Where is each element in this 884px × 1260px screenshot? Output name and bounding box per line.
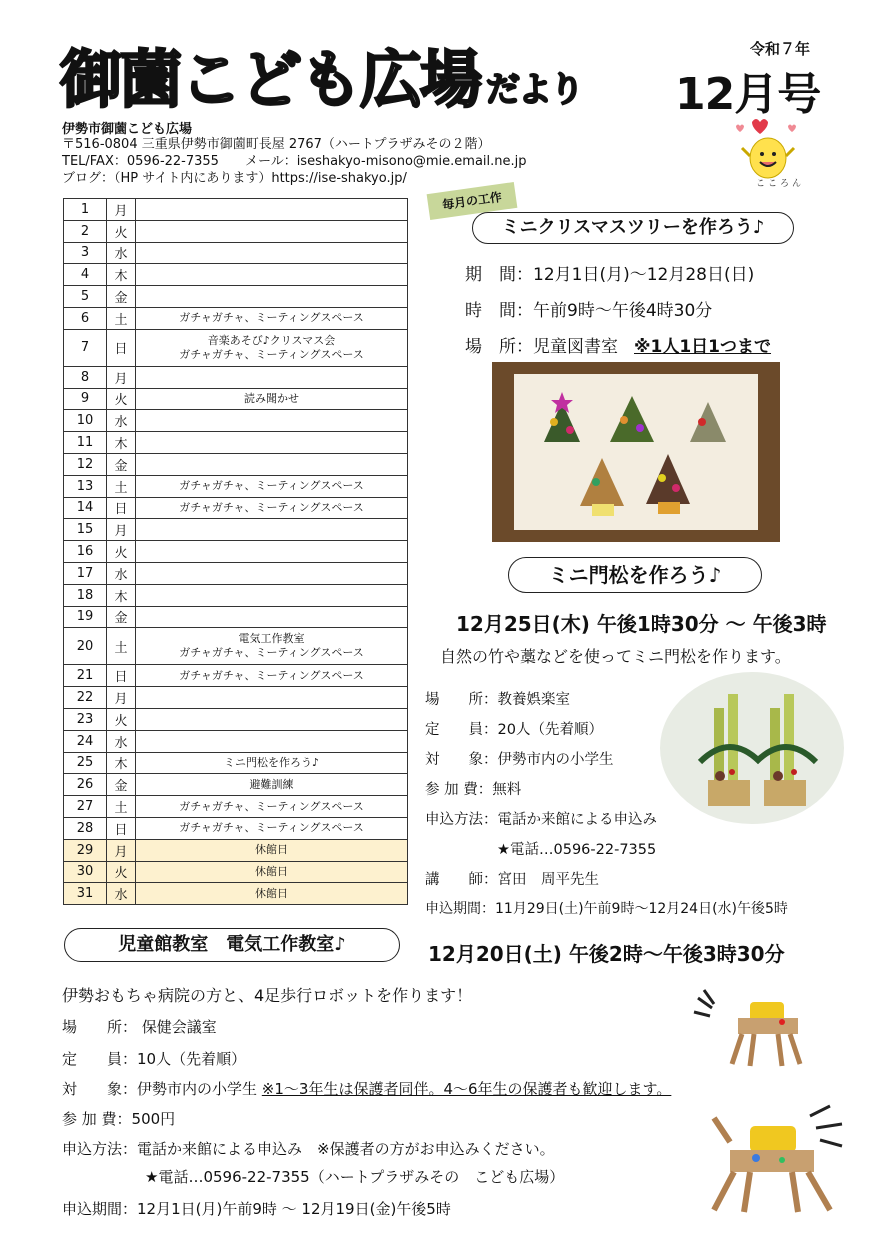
calendar-weekday: 土	[107, 796, 136, 818]
calendar-day: 26	[64, 774, 107, 796]
calendar-row	[64, 329, 408, 366]
calendar-event: 読み聞かせ	[136, 388, 408, 410]
calendar-event	[136, 453, 408, 475]
xmas-place: 場 所：児童図書室	[465, 337, 618, 357]
calendar-weekday: 水	[107, 562, 136, 584]
calendar-event	[136, 628, 408, 665]
calendar-weekday: 木	[107, 432, 136, 454]
calendar-day: 14	[64, 497, 107, 519]
electric-phone: ★電話…0596-22-7355（ハートプラザみその こども広場）	[145, 1168, 565, 1186]
calendar-weekday: 金	[107, 606, 136, 628]
electric-fee: 参 加 費：500円	[62, 1110, 176, 1128]
xmas-tree-photo	[492, 362, 780, 542]
calendar-day: 12	[64, 453, 107, 475]
calendar-day: 4	[64, 264, 107, 286]
kadomatsu-title: ミニ門松を作ろう♪	[508, 557, 762, 593]
calendar-weekday: 火	[107, 861, 136, 883]
calendar-event: 休館日	[136, 839, 408, 861]
electric-place: 場 所： 保健会議室	[62, 1018, 217, 1036]
calendar-row	[64, 796, 408, 818]
calendar-event	[136, 432, 408, 454]
xmas-time: 時 間：午前9時～午後4時30分	[465, 301, 713, 321]
calendar-day: 6	[64, 307, 107, 329]
calendar-event-text: 音楽あそび♪クリスマス会	[207, 333, 336, 347]
kadomatsu-place: 場 所：教養娯楽室	[425, 692, 570, 708]
calendar-weekday: 金	[107, 286, 136, 308]
era-label: 令和７年	[750, 40, 811, 58]
calendar-day: 18	[64, 584, 107, 606]
calendar-row	[64, 199, 408, 221]
calendar-event	[136, 264, 408, 286]
calendar-row	[64, 519, 408, 541]
calendar-day: 17	[64, 562, 107, 584]
calendar-day: 9	[64, 388, 107, 410]
mascot-image	[722, 112, 814, 184]
robot-photo-2	[690, 1102, 854, 1218]
calendar-event	[136, 687, 408, 709]
calendar-day: 7	[64, 329, 107, 366]
calendar-event: ガチャガチャ、ミーティングスペース	[136, 497, 408, 519]
calendar-day: 25	[64, 752, 107, 774]
calendar-day: 30	[64, 861, 107, 883]
calendar-row	[64, 687, 408, 709]
calendar-row	[64, 366, 408, 388]
electric-capacity: 定 員：10人（先着順）	[62, 1050, 247, 1068]
mascot-label: こころん	[756, 179, 805, 189]
calendar-event: 休館日	[136, 861, 408, 883]
kadomatsu-phone: ★電話…0596-22-7355	[497, 842, 657, 858]
tel-line: TEL/FAX：0596-22-7355 メール：iseshakyo-misono@mie.email.ne.jp	[62, 154, 527, 169]
electric-apply: 申込方法：電話か来館による申込み ※保護者の方がお申込みください。	[62, 1140, 555, 1158]
electric-date: 12月20日(土) 午後2時～午後3時30分	[428, 942, 785, 966]
calendar-weekday: 火	[107, 220, 136, 242]
calendar-day: 29	[64, 839, 107, 861]
calendar-weekday: 日	[107, 497, 136, 519]
calendar-row	[64, 307, 408, 329]
calendar-weekday: 土	[107, 628, 136, 665]
calendar-weekday: 月	[107, 687, 136, 709]
calendar-event	[136, 519, 408, 541]
event-calendar	[63, 198, 408, 905]
calendar-day: 8	[64, 366, 107, 388]
calendar-row	[64, 730, 408, 752]
calendar-day: 16	[64, 541, 107, 563]
calendar-event: ガチャガチャ、ミーティングスペース	[136, 665, 408, 687]
calendar-day: 5	[64, 286, 107, 308]
calendar-event: ガチャガチャ、ミーティングスペース	[136, 475, 408, 497]
calendar-day: 13	[64, 475, 107, 497]
calendar-weekday: 水	[107, 883, 136, 905]
calendar-day: 15	[64, 519, 107, 541]
calendar-day: 21	[64, 665, 107, 687]
calendar-day: 20	[64, 628, 107, 665]
calendar-weekday: 土	[107, 475, 136, 497]
calendar-weekday: 水	[107, 242, 136, 264]
monthly-craft-tag: 毎月の工作	[427, 182, 518, 220]
electric-period: 申込期間：12月1日(月)午前9時 ～ 12月19日(金)午後5時	[62, 1200, 451, 1218]
calendar-row	[64, 475, 408, 497]
calendar-row	[64, 752, 408, 774]
calendar-row	[64, 286, 408, 308]
calendar-day: 1	[64, 199, 107, 221]
calendar-event-text: 電気工作教室	[238, 632, 305, 646]
calendar-row	[64, 774, 408, 796]
calendar-event	[136, 220, 408, 242]
calendar-weekday: 月	[107, 839, 136, 861]
calendar-row	[64, 861, 408, 883]
calendar-row	[64, 883, 408, 905]
calendar-weekday: 火	[107, 708, 136, 730]
kadomatsu-fee: 参 加 費：無料	[425, 782, 522, 798]
calendar-weekday: 土	[107, 307, 136, 329]
electric-target-note: ※1～3年生は保護者同伴。4～6年生の保護者も歓迎します。	[261, 1080, 672, 1098]
calendar-event-text-2: ガチャガチャ、ミーティングスペース	[179, 347, 364, 361]
robot-photo-1	[690, 988, 818, 1072]
calendar-day: 31	[64, 883, 107, 905]
calendar-row	[64, 388, 408, 410]
xmas-place-row	[465, 332, 771, 357]
calendar-weekday: 木	[107, 752, 136, 774]
calendar-weekday: 月	[107, 366, 136, 388]
xmas-period: 期 間：12月1日(月)～12月28日(日)	[465, 265, 755, 285]
calendar-row	[64, 497, 408, 519]
title-main: 御薗こども広場	[60, 43, 481, 116]
calendar-event: ミニ門松を作ろう♪	[136, 752, 408, 774]
calendar-row	[64, 562, 408, 584]
calendar-day: 23	[64, 708, 107, 730]
calendar-weekday: 日	[107, 665, 136, 687]
calendar-row	[64, 628, 408, 665]
calendar-weekday: 木	[107, 264, 136, 286]
calendar-row	[64, 817, 408, 839]
calendar-day: 2	[64, 220, 107, 242]
calendar-day: 10	[64, 410, 107, 432]
calendar-row	[64, 606, 408, 628]
calendar-day: 28	[64, 817, 107, 839]
calendar-row	[64, 584, 408, 606]
calendar-row	[64, 410, 408, 432]
electric-target-row	[62, 1078, 671, 1099]
calendar-day: 22	[64, 687, 107, 709]
calendar-row	[64, 541, 408, 563]
address-line: 〒516-0804 三重県伊勢市御薗町長屋 2767（ハートプラザみその２階）	[62, 137, 491, 152]
calendar-weekday: 日	[107, 817, 136, 839]
calendar-event	[136, 708, 408, 730]
kadomatsu-capacity: 定 員：20人（先着順）	[425, 722, 603, 738]
kadomatsu-date: 12月25日(木) 午後1時30分 ～ 午後3時	[456, 612, 827, 636]
calendar-event	[136, 730, 408, 752]
calendar-weekday: 火	[107, 541, 136, 563]
kadomatsu-teacher: 講 師：宮田 周平先生	[425, 872, 599, 888]
xmas-limit-note: ※1人1日1つまで	[634, 337, 772, 357]
xmas-craft-title: ミニクリスマスツリーを作ろう♪	[472, 212, 794, 244]
calendar-row	[64, 665, 408, 687]
issue-label: 12月号	[675, 69, 821, 120]
calendar-row	[64, 839, 408, 861]
calendar-event: ガチャガチャ、ミーティングスペース	[136, 307, 408, 329]
calendar-event	[136, 242, 408, 264]
calendar-row	[64, 708, 408, 730]
calendar-day: 19	[64, 606, 107, 628]
calendar-weekday: 水	[107, 410, 136, 432]
electric-desc: 伊勢おもちゃ病院の方と、4足歩行ロボットを作ります！	[62, 986, 473, 1005]
calendar-day: 24	[64, 730, 107, 752]
kadomatsu-target: 対 象：伊勢市内の小学生	[425, 752, 614, 768]
calendar-day: 3	[64, 242, 107, 264]
calendar-weekday: 日	[107, 329, 136, 366]
blog-line: ブログ：（HP サイト内にあります）https://ise-shakyo.jp/	[62, 171, 407, 186]
calendar-weekday: 木	[107, 584, 136, 606]
title-sub: だより	[486, 70, 583, 110]
electric-target: 対 象：伊勢市内の小学生	[62, 1080, 258, 1098]
calendar-event	[136, 562, 408, 584]
calendar-event	[136, 410, 408, 432]
calendar-weekday: 金	[107, 453, 136, 475]
calendar-weekday: 火	[107, 388, 136, 410]
calendar-event	[136, 199, 408, 221]
address-block	[62, 136, 527, 187]
calendar-event: 避難訓練	[136, 774, 408, 796]
calendar-day: 27	[64, 796, 107, 818]
calendar-event	[136, 329, 408, 366]
calendar-row	[64, 264, 408, 286]
calendar-event	[136, 541, 408, 563]
kadomatsu-apply: 申込方法：電話か来館による申込み	[425, 812, 657, 828]
calendar-row	[64, 453, 408, 475]
calendar-event: 休館日	[136, 883, 408, 905]
kadomatsu-desc: 自然の竹や藁などを使ってミニ門松を作ります。	[440, 647, 791, 666]
calendar-day: 11	[64, 432, 107, 454]
calendar-row	[64, 432, 408, 454]
calendar-event: ガチャガチャ、ミーティングスペース	[136, 796, 408, 818]
electric-craft-title: 児童館教室 電気工作教室♪	[64, 928, 400, 962]
calendar-event: ガチャガチャ、ミーティングスペース	[136, 817, 408, 839]
calendar-weekday: 月	[107, 199, 136, 221]
kadomatsu-photo	[660, 672, 844, 824]
calendar-weekday: 月	[107, 519, 136, 541]
calendar-row	[64, 220, 408, 242]
calendar-event	[136, 286, 408, 308]
calendar-weekday: 水	[107, 730, 136, 752]
calendar-event-text-2: ガチャガチャ、ミーティングスペース	[179, 646, 364, 660]
org-name: 伊勢市御薗こども広場	[62, 122, 193, 137]
calendar-row	[64, 242, 408, 264]
calendar-event	[136, 584, 408, 606]
calendar-event	[136, 606, 408, 628]
kadomatsu-period: 申込期間：11月29日(土)午前9時～12月24日(水)午後5時	[425, 901, 788, 917]
newsletter-title	[60, 40, 660, 120]
calendar-event	[136, 366, 408, 388]
calendar-weekday: 金	[107, 774, 136, 796]
